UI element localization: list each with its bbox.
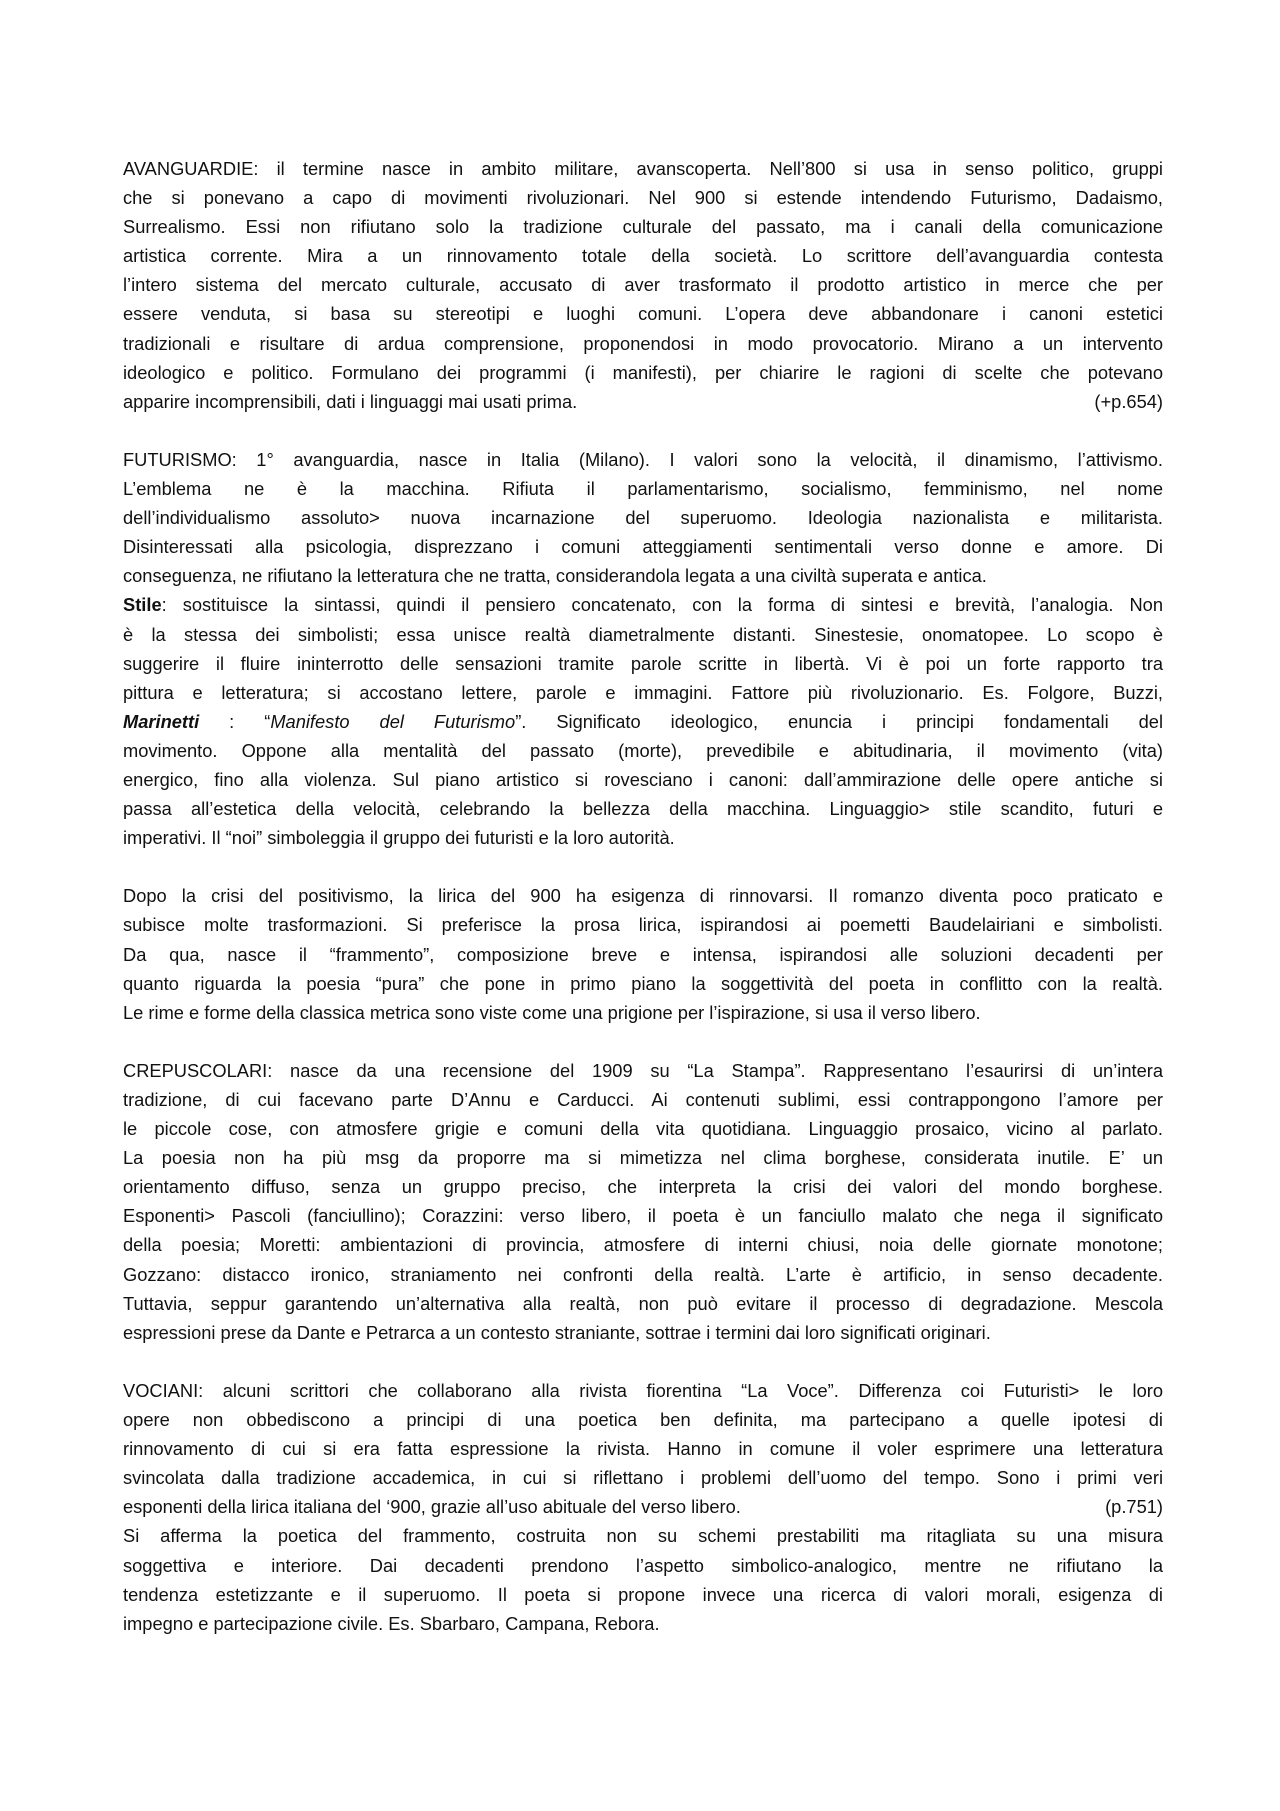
text-line: artistica corrente. Mira a un rinnovamento totale della società. Lo scrittore dell’avanguardia contesta (123, 245, 1163, 267)
text-line: Esponenti> Pascoli (fanciullino); Corazzini: verso libero, il poeta è un fanciullo malato che nega il significato (123, 1205, 1163, 1227)
text-line: è la stessa dei simbolisti; essa unisce realtà diametralmente distanti. Sinestesie, onomatopee. Lo scopo è (123, 623, 1163, 645)
text-line: espressioni prese da Dante e Petrarca a un contesto straniante, sottrae i termini dai loro significati originari. (123, 1321, 991, 1343)
text-line: Tuttavia, seppur garantendo un’alternativa alla realtà, non può evitare il processo di degradazione. Mescola (123, 1292, 1163, 1314)
text-line: L’emblema ne è la macchina. Rifiuta il parlamentarismo, socialismo, femminismo, nel nome (123, 478, 1163, 500)
text-line: svincolata dalla tradizione accademica, in cui si riflettano i problemi dell’uomo del tempo. Sono i primi veri (123, 1467, 1163, 1489)
text-line: movimento. Oppone alla mentalità del passato (morte), prevedibile e abitudinaria, il movimento (vita) (123, 739, 1163, 761)
text-line: soggettiva e interiore. Dai decadenti prendono l’aspetto simbolico-analogico, mentre ne rifiutano la (123, 1554, 1163, 1576)
document-body (123, 154, 1163, 1667)
text-line: tendenza estetizzante e il superuomo. Il poeta si propone invece una ricerca di valori morali, esigenza di (123, 1583, 1163, 1605)
text-line: suggerire il fluire ininterrotto delle sensazioni tramite parole scritte in libertà. Vi è poi un forte rapporto tra (123, 652, 1163, 674)
text-line: Dopo la crisi del positivismo, la lirica del 900 ha esigenza di rinnovarsi. Il romanzo diventa poco praticato e (123, 885, 1163, 907)
emphasized-text: Marinetti (123, 710, 200, 732)
text-line: imperativi. Il “noi” simboleggia il gruppo dei futuristi e la loro autorità. (123, 827, 675, 849)
frammento-paragraph (123, 1521, 1163, 1637)
line-text: ”. Significato ideologico, enuncia i principi fondamentali del (515, 710, 1164, 732)
text-line (123, 590, 1163, 619)
text-line: Disinteressati alla psicologia, disprezzano i comuni atteggiamenti sentimentali verso donne e amore. Di (123, 536, 1163, 558)
text-line: quanto riguarda la poesia “pura” che pone in primo piano la soggettività del poeta in conflitto con la realtà. (123, 972, 1163, 994)
text-line: energico, fino alla violenza. Sul piano artistico si rovesciano i canoni: dall’ammirazione delle opere antiche si (123, 768, 1163, 790)
text-line: l’intero sistema del mercato culturale, accusato di aver trasformato il prodotto artistico in merce che per (123, 274, 1163, 296)
text-line: Surrealismo. Essi non rifiutano solo la tradizione culturale del passato, ma i canali della comunicazione (123, 216, 1163, 238)
text-line: conseguenza, ne rifiutano la letteratura che ne tratta, considerandola legata a una civiltà superata e antica. (123, 565, 987, 587)
text-line (123, 1492, 1163, 1521)
text-line: Da qua, nasce il “frammento”, composizione breve e intensa, ispirandosi alle soluzioni decadenti per (123, 943, 1163, 965)
text-line: CREPUSCOLARI: nasce da una recensione del 1909 su “La Stampa”. Rappresentano l’esaurirsi di un’intera (123, 1059, 1163, 1081)
emphasized-text: Manifesto del Futurismo (270, 710, 516, 732)
vociani-paragraph (123, 1376, 1163, 1521)
line-text: : sostituisce la sintassi, quindi il pensiero concatenato, con la forma di sintesi e brevità, l’analogia. Non (161, 594, 1163, 616)
text-line: VOCIANI: alcuni scrittori che collaborano alla rivista fiorentina “La Voce”. Differenza coi Futuristi> le loro (123, 1379, 1163, 1401)
line-text: apparire incomprensibili, dati i linguaggi mai usati prima. (123, 390, 578, 412)
text-line: tradizionali e risultare di ardua comprensione, proponendosi in modo provocatorio. Mirano a un intervento (123, 332, 1163, 354)
text-line: ideologico e politico. Formulano dei programmi (i manifesti), per chiarire le ragioni di scelte che potevano (123, 361, 1163, 383)
text-line: La poesia non ha più msg da proporre ma si mimetizza nel clima borghese, considerata inutile. E’ un (123, 1147, 1163, 1169)
futurismo-paragraph (123, 445, 1163, 852)
crepuscolari-paragraph (123, 1056, 1163, 1347)
line-text: : “ (199, 710, 271, 732)
text-line: Le rime e forme della classica metrica sono viste come una prigione per l’ispirazione, si usa il verso libero. (123, 1001, 981, 1023)
avanguardie-paragraph (123, 154, 1163, 416)
text-line: passa all’estetica della velocità, celebrando la bellezza della macchina. Linguaggio> stile scandito, futuri e (123, 798, 1163, 820)
text-line: Si afferma la poetica del frammento, costruita non su schemi prestabiliti ma ritagliata su una misura (123, 1525, 1163, 1547)
text-line: tradizione, di cui facevano parte D’Annu e Carducci. Ai contenuti sublimi, essi contrappongono l’amore per (123, 1089, 1163, 1110)
page-reference: (p.751) (1105, 1496, 1163, 1518)
text-line (123, 707, 1163, 736)
text-line: pittura e letteratura; si accostano lettere, parole e immagini. Fattore più rivoluzionario. Es. Folgore, Buzzi, (123, 681, 1163, 703)
text-line: orientamento diffuso, senza un gruppo preciso, che interpreta la crisi dei valori del mondo borghese. (123, 1176, 1163, 1198)
text-line: Gozzano: distacco ironico, straniamento nei confronti della realtà. L’arte è artificio, in senso decadente. (123, 1263, 1163, 1285)
text-line: impegno e partecipazione civile. Es. Sbarbaro, Campana, Rebora. (123, 1612, 660, 1634)
text-line: FUTURISMO: 1° avanguardia, nasce in Italia (Milano). I valori sono la velocità, il dinamismo, l’attivismo. (123, 448, 1163, 470)
text-line: rinnovamento di cui si era fatta espressione la rivista. Hanno in comune il voler esprimere una letteratura (123, 1438, 1163, 1460)
line-text: esponenti della lirica italiana del ‘900, grazie all’uso abituale del verso libero. (123, 1496, 741, 1518)
emphasized-text: Stile (123, 594, 162, 616)
page-reference: (+p.654) (1094, 390, 1163, 412)
text-line: le piccole cose, con atmosfere grigie e comuni della vita quotidiana. Linguaggio prosaico, vicino al parlato. (123, 1118, 1163, 1140)
text-line: della poesia; Moretti: ambientazioni di provincia, atmosfere di interni chiusi, noia delle giornate monotone; (123, 1234, 1163, 1256)
text-line (123, 387, 1163, 416)
lirica-900-paragraph (123, 881, 1163, 1026)
text-line: opere non obbediscono a principi di una poetica ben definita, ma partecipano a quelle ipotesi di (123, 1409, 1163, 1431)
text-line: AVANGUARDIE: il termine nasce in ambito militare, avanscoperta. Nell’800 si usa in senso politico, gruppi (123, 158, 1163, 179)
text-line: dell’individualismo assoluto> nuova incarnazione del superuomo. Ideologia nazionalista e militarista. (123, 507, 1163, 529)
text-line: subisce molte trasformazioni. Si preferisce la prosa lirica, ispirandosi ai poemetti Baudelairiani e simbolisti. (123, 914, 1163, 936)
text-line: che si ponevano a capo di movimenti rivoluzionari. Nel 900 si estende intendendo Futurismo, Dadaismo, (123, 187, 1163, 209)
text-line: essere venduta, si basa su stereotipi e luoghi comuni. L’opera deve abbandonare i canoni estetici (123, 303, 1163, 325)
